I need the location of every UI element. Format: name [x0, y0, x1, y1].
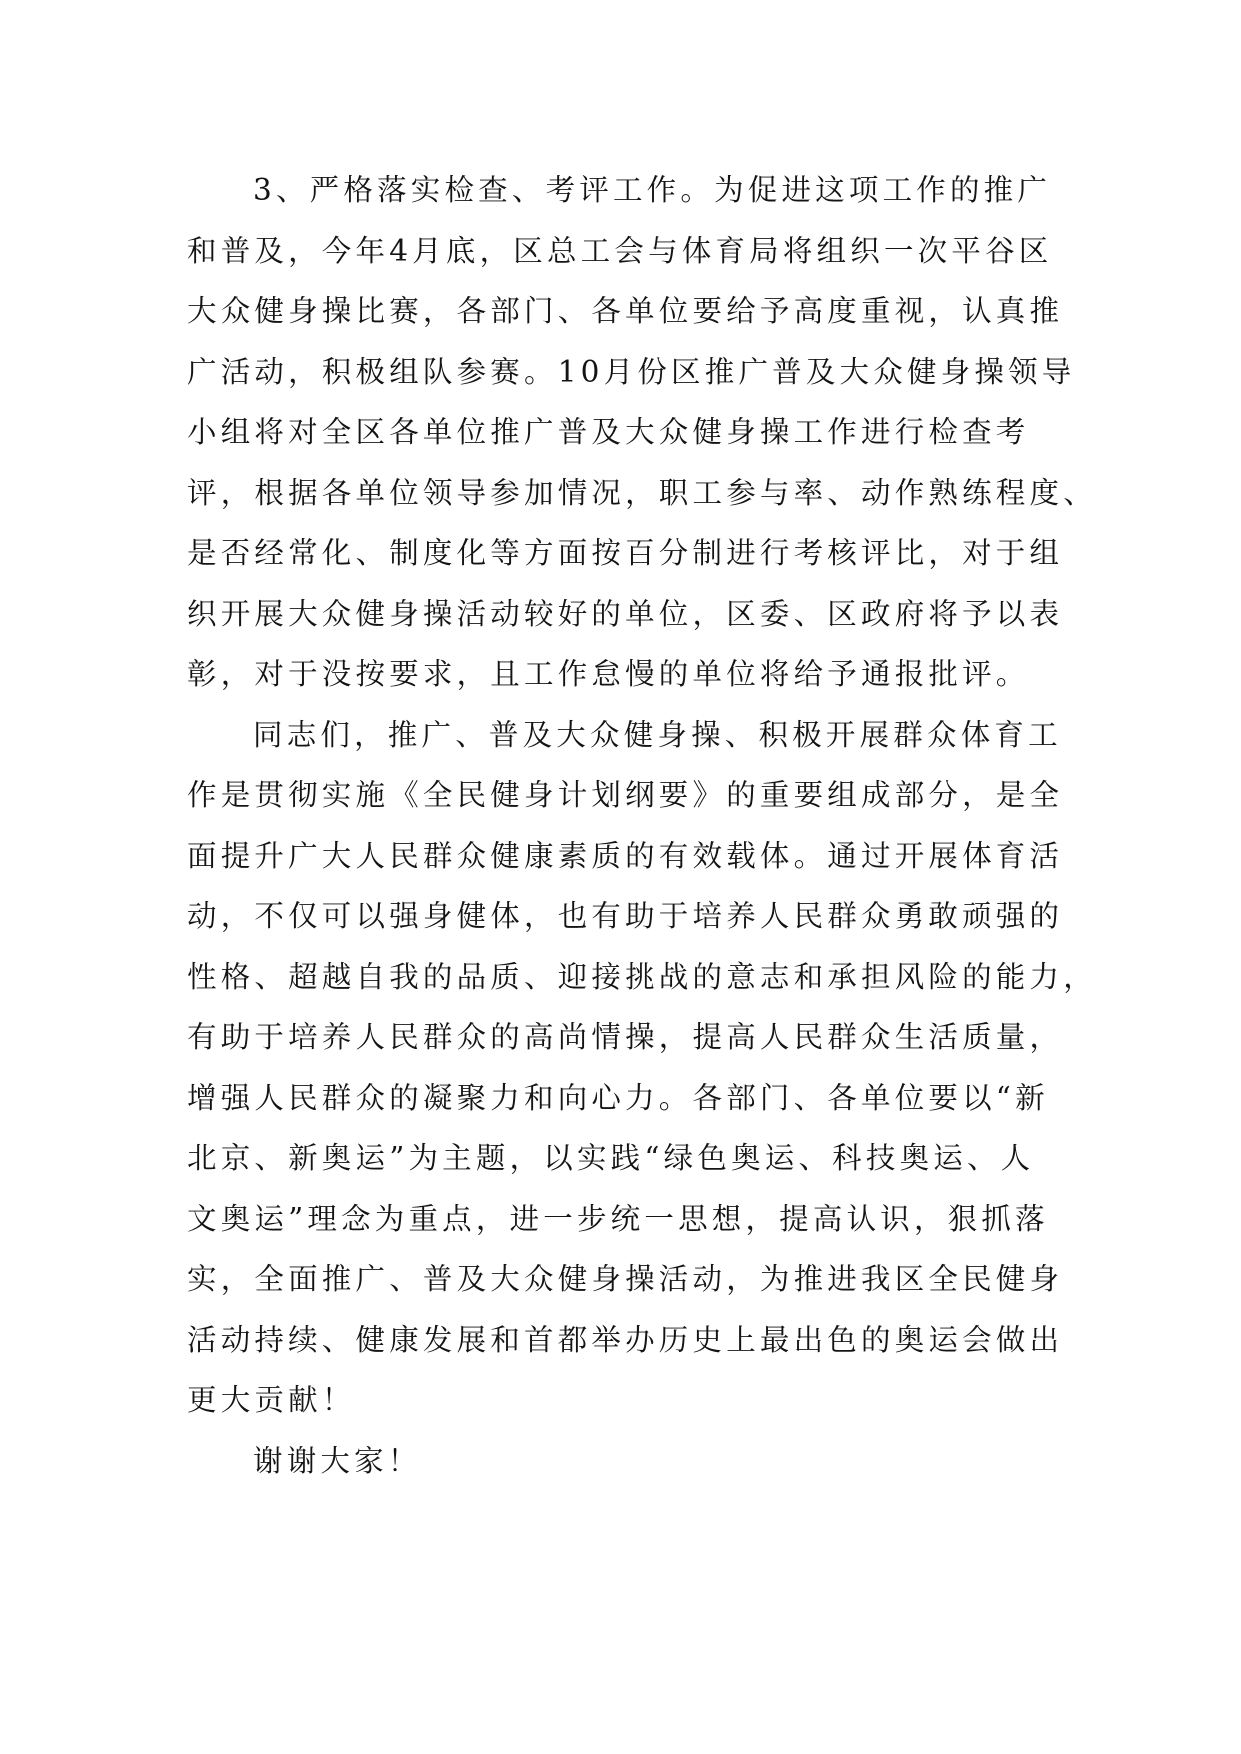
paragraph-2-line-2: 作是贯彻实施《全民健身计划纲要》的重要组成部分，是全 — [187, 778, 1064, 812]
paragraph-1-line-6: 评，根据各单位领导参加情况，职工参与率、动作熟练程度、 — [187, 475, 1097, 510]
paragraph-1-line-3: 大众健身操比赛，各部门、各单位要给予高度重视，认真推 — [187, 294, 1064, 328]
document-body — [187, 160, 1097, 1491]
paragraph-1-line-9: 彰，对于没按要求，且工作怠慢的单位将给予通报批评。 — [187, 657, 1030, 691]
closing-line: 谢谢大家！ — [253, 1443, 422, 1478]
paragraph-2-line-5: 性格、超越自我的品质、迎接挑战的意志和承担风险的能力， — [187, 959, 1097, 994]
paragraph-2-line-12: 更大贡献！ — [187, 1383, 356, 1417]
paragraph-2-line-8: 北京、新奥运”为主题，以实践“绿色奥运、科技奥运、人 — [187, 1141, 1035, 1175]
paragraph-1-line-7: 是否经常化、制度化等方面按百分制进行考核评比，对于组 — [187, 536, 1064, 570]
paragraph-2-line-11: 活动持续、健康发展和首都举办历史上最出色的奥运会做出 — [187, 1322, 1064, 1357]
paragraph-2-line-1: 同志们，推广、普及大众健身操、积极开展群众体育工 — [253, 717, 1062, 752]
paragraph-2-line-10: 实，全面推广、普及大众健身操活动，为推进我区全民健身 — [187, 1262, 1064, 1296]
paragraph-1-line-8: 织开展大众健身操活动较好的单位，区委、区政府将予以表 — [187, 596, 1064, 631]
paragraph-2-line-6: 有助于培养人民群众的高尚情操，提高人民群众生活质量， — [187, 1020, 1064, 1054]
paragraph-2-line-9: 文奥运”理念为重点，进一步统一思想，提高认识，狠抓落 — [187, 1201, 1049, 1236]
paragraph-1-line-1: 3、严格落实检查、考评工作。为促进这项工作的推广 — [253, 173, 1052, 207]
paragraph-1-line-5: 小组将对全区各单位推广普及大众健身操工作进行检查考 — [187, 415, 1030, 449]
paragraph-2-line-7: 增强人民群众的凝聚力和向心力。各部门、各单位要以“新 — [187, 1080, 1049, 1115]
paragraph-1-line-4: 广活动，积极组队参赛。10月份区推广普及大众健身操领导 — [187, 354, 1076, 389]
paragraph-2-line-3: 面提升广大人民群众健康素质的有效载体。通过开展体育活 — [187, 838, 1064, 873]
paragraph-2-line-4: 动，不仅可以强身健体，也有助于培养人民群众勇敢顽强的 — [187, 899, 1064, 933]
paragraph-1-line-2: 和普及，今年4月底，区总工会与体育局将组织一次平谷区 — [187, 233, 1053, 268]
